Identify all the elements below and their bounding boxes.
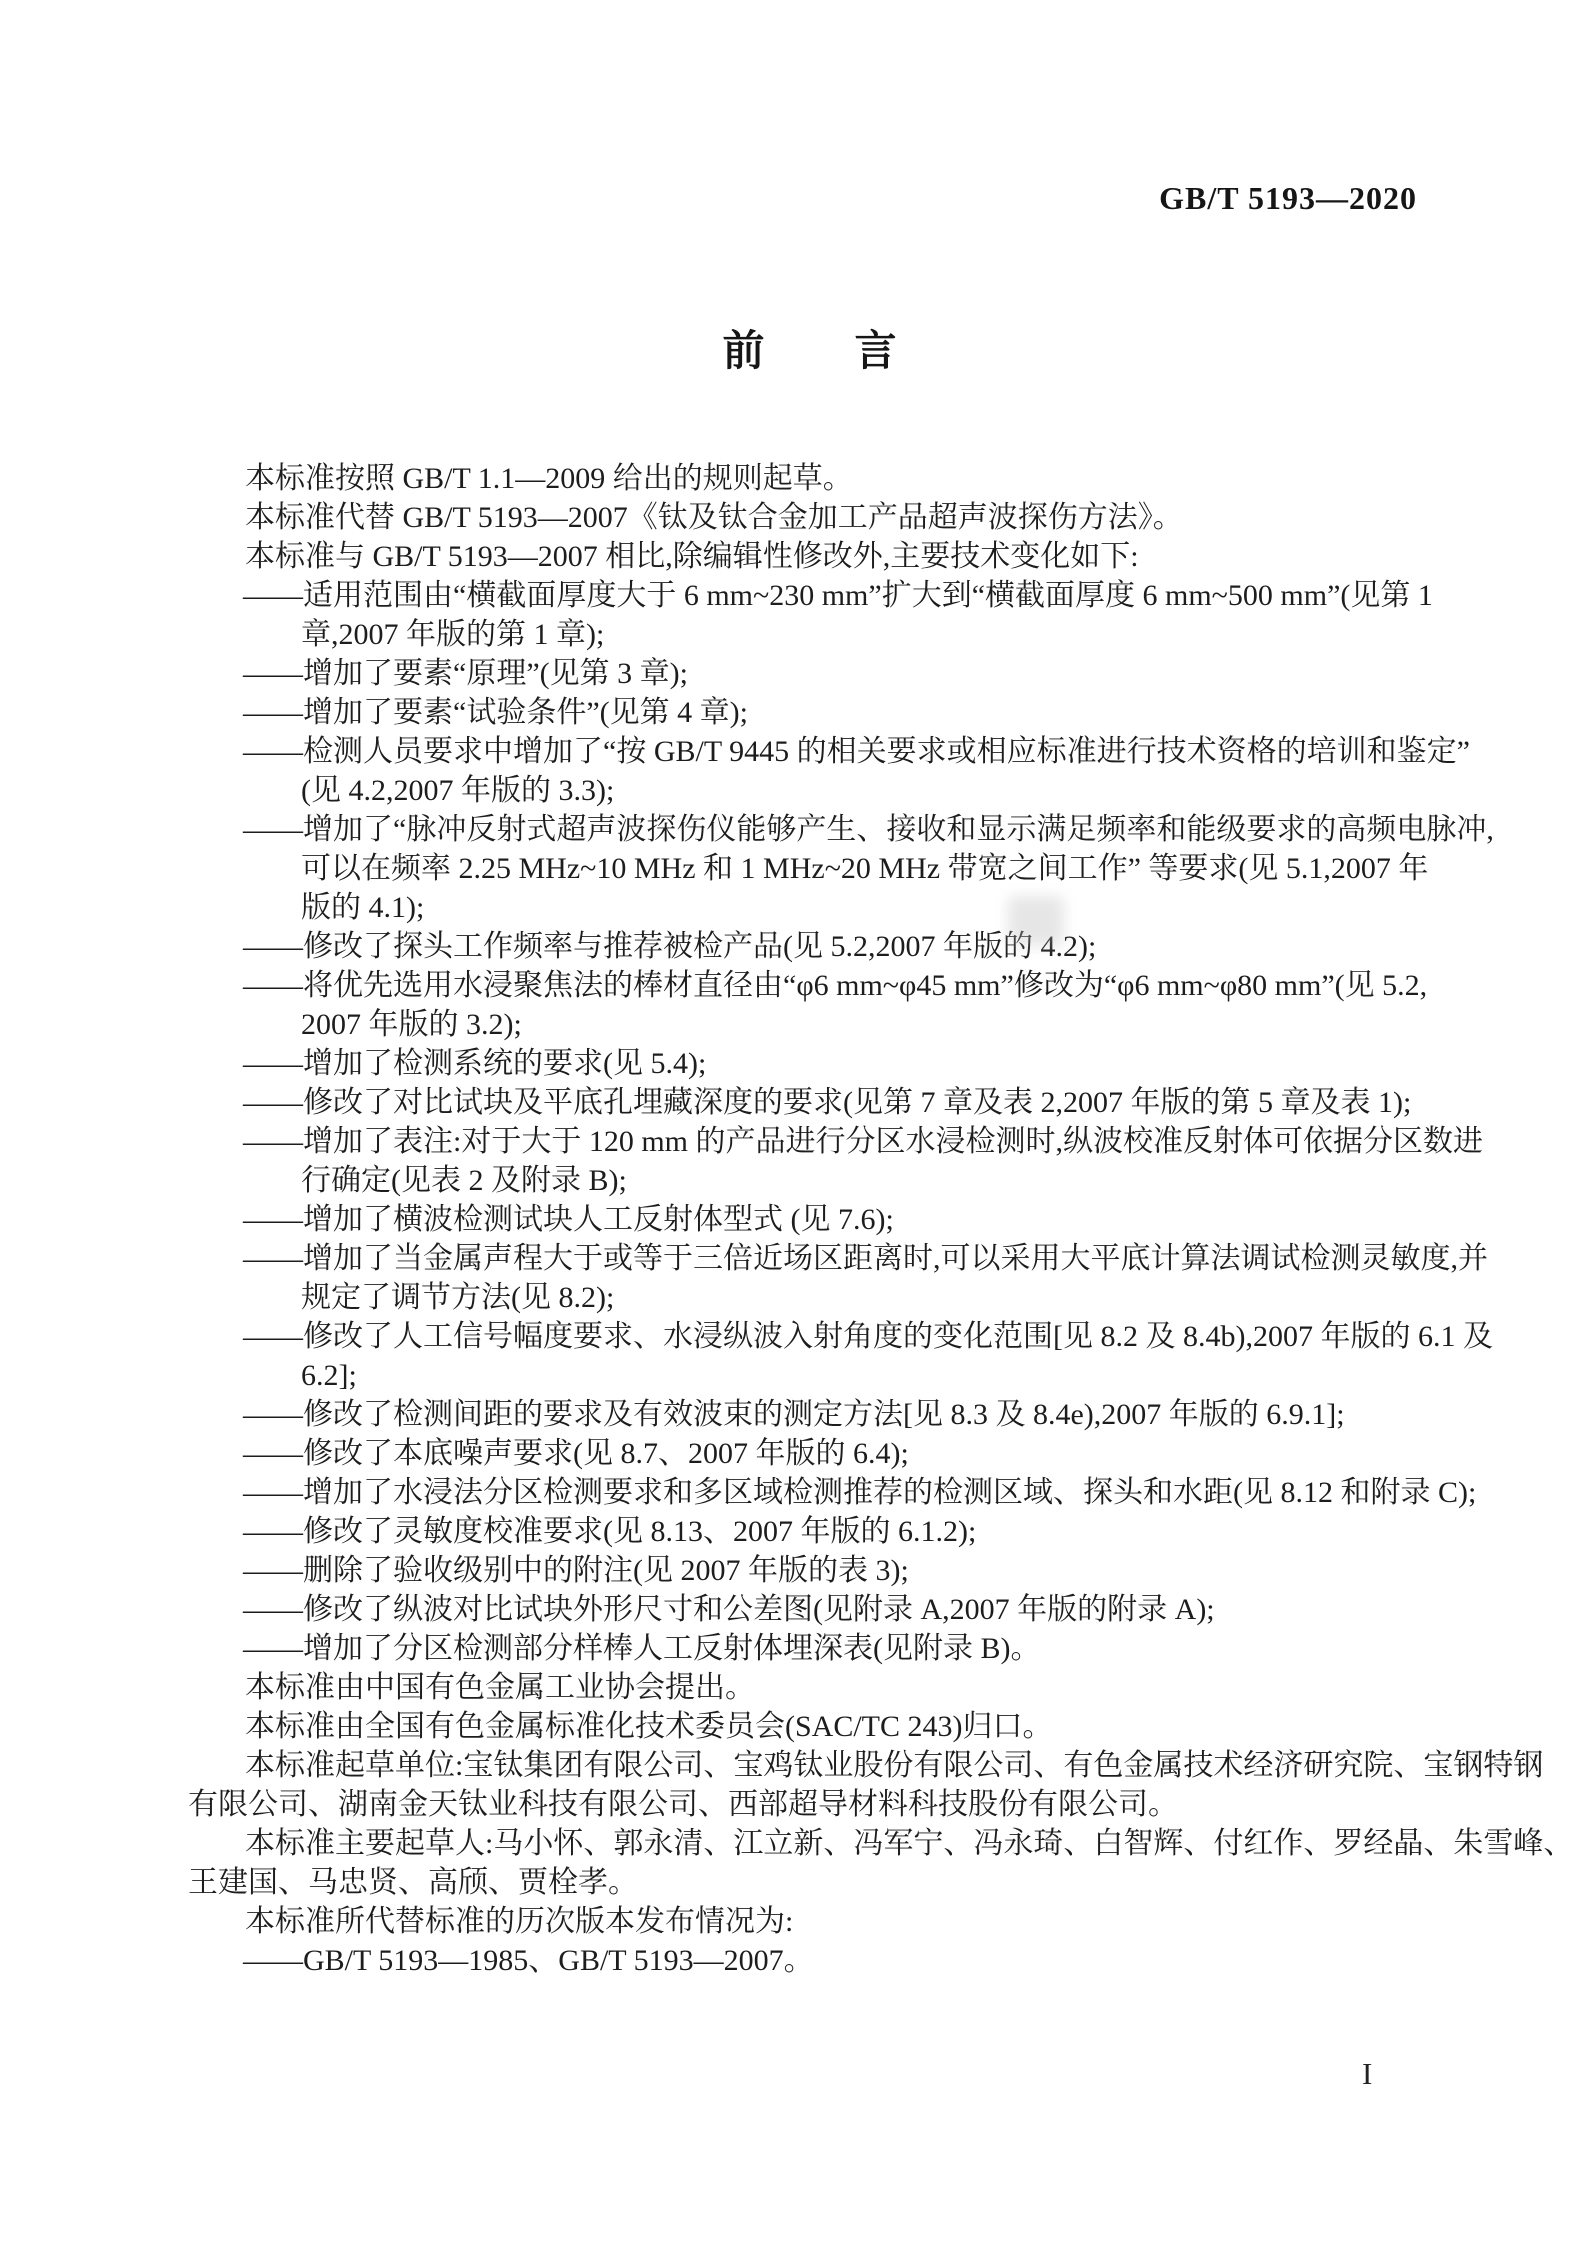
paragraph-line: 本标准由中国有色金属工业协会提出。 xyxy=(245,1671,755,1704)
change-item-line: ——增加了检测系统的要求(见 5.4); xyxy=(243,1047,707,1080)
standard-code: GB/T 5193—2020 xyxy=(1159,180,1417,216)
paragraph-line: 本标准代替 GB/T 5193—2007《钛及钛合金加工产品超声波探伤方法》。 xyxy=(245,501,1183,534)
change-item-line: ——增加了要素“试验条件”(见第 4 章); xyxy=(243,696,748,729)
change-item-line: ——GB/T 5193—1985、GB/T 5193—2007。 xyxy=(243,1944,814,1977)
change-item-line: ——修改了探头工作频率与推荐被检产品(见 5.2,2007 年版的 4.2); xyxy=(243,930,1097,963)
change-item-line: 可以在频率 2.25 MHz~10 MHz 和 1 MHz~20 MHz 带宽之间工作” 等要求(见 5.1,2007 年 xyxy=(301,852,1429,885)
change-item-line: 章,2007 年版的第 1 章); xyxy=(301,618,605,651)
change-item-line: 2007 年版的 3.2); xyxy=(301,1008,522,1041)
change-item-line: ——修改了对比试块及平底孔埋藏深度的要求(见第 7 章及表 2,2007 年版的第 5 章及表 1); xyxy=(243,1086,1412,1119)
change-item-line: ——修改了人工信号幅度要求、水浸纵波入射角度的变化范围[见 8.2 及 8.4b),2007 年版的 6.1 及 xyxy=(243,1320,1493,1353)
page-title: 前 言 xyxy=(722,327,899,374)
change-item-line: (见 4.2,2007 年版的 3.3); xyxy=(301,774,615,807)
paragraph-line: 本标准由全国有色金属标准化技术委员会(SAC/TC 243)归口。 xyxy=(245,1710,1053,1743)
change-item-line: ——将优先选用水浸聚焦法的棒材直径由“φ6 mm~φ45 mm”修改为“φ6 mm~φ80 mm”(见 5.2, xyxy=(243,969,1428,1002)
change-item-line: ——增加了当金属声程大于或等于三倍近场区距离时,可以采用大平底计算法调试检测灵敏度,并 xyxy=(243,1242,1488,1275)
change-item-line: ——增加了横波检测试块人工反射体型式 (见 7.6); xyxy=(243,1203,894,1236)
change-item-line: ——增加了水浸法分区检测要求和多区域检测推荐的检测区域、探头和水距(见 8.12 和附录 C); xyxy=(243,1476,1477,1509)
paragraph-line: 本标准所代替标准的历次版本发布情况为: xyxy=(245,1905,794,1938)
paragraph-line: 王建国、马忠贤、高颀、贾栓孝。 xyxy=(188,1866,638,1899)
change-item-line: ——修改了纵波对比试块外形尺寸和公差图(见附录 A,2007 年版的附录 A); xyxy=(243,1593,1215,1626)
change-item-line: ——检测人员要求中增加了“按 GB/T 9445 的相关要求或相应标准进行技术资格的培训和鉴定” xyxy=(243,735,1470,768)
paragraph-line: 本标准与 GB/T 5193—2007 相比,除编辑性修改外,主要技术变化如下: xyxy=(245,540,1139,573)
change-item-line: 6.2]; xyxy=(301,1359,357,1392)
foreword-body xyxy=(188,459,1574,1980)
paragraph-line: 本标准主要起草人:马小怀、郭永清、江立新、冯军宁、冯永琦、白智辉、付红作、罗经晶、朱雪峰、 xyxy=(245,1827,1574,1860)
watermark-smudge xyxy=(1008,896,1064,946)
change-item-line: ——增加了要素“原理”(见第 3 章); xyxy=(243,657,688,690)
page-number: I xyxy=(1362,2056,1373,2091)
change-item-line: 版的 4.1); xyxy=(301,891,425,924)
change-item-line: 规定了调节方法(见 8.2); xyxy=(301,1281,615,1314)
paragraph-line: 本标准按照 GB/T 1.1—2009 给出的规则起草。 xyxy=(245,462,853,495)
paragraph-line: 有限公司、湖南金天钛业科技有限公司、西部超导材料科技股份有限公司。 xyxy=(188,1788,1178,1821)
change-item-line: ——适用范围由“横截面厚度大于 6 mm~230 mm”扩大到“横截面厚度 6 mm~500 mm”(见第 1 xyxy=(243,579,1433,612)
change-item-line: ——删除了验收级别中的附注(见 2007 年版的表 3); xyxy=(243,1554,909,1587)
change-item-line: ——修改了灵敏度校准要求(见 8.13、2007 年版的 6.1.2); xyxy=(243,1515,977,1548)
change-item-line: 行确定(见表 2 及附录 B); xyxy=(301,1164,627,1197)
change-item-line: ——修改了本底噪声要求(见 8.7、2007 年版的 6.4); xyxy=(243,1437,909,1470)
change-item-line: ——增加了分区检测部分样棒人工反射体埋深表(见附录 B)。 xyxy=(243,1632,1041,1665)
change-item-line: ——修改了检测间距的要求及有效波束的测定方法[见 8.3 及 8.4e),2007 年版的 6.9.1]; xyxy=(243,1398,1345,1431)
change-item-line: ——增加了表注:对于大于 120 mm 的产品进行分区水浸检测时,纵波校准反射体可依据分区数进 xyxy=(243,1125,1484,1158)
change-item-line: ——增加了“脉冲反射式超声波探伤仪能够产生、接收和显示满足频率和能级要求的高频电脉冲, xyxy=(243,813,1494,846)
paragraph-line: 本标准起草单位:宝钛集团有限公司、宝鸡钛业股份有限公司、有色金属技术经济研究院、宝钢特钢 xyxy=(245,1749,1544,1782)
